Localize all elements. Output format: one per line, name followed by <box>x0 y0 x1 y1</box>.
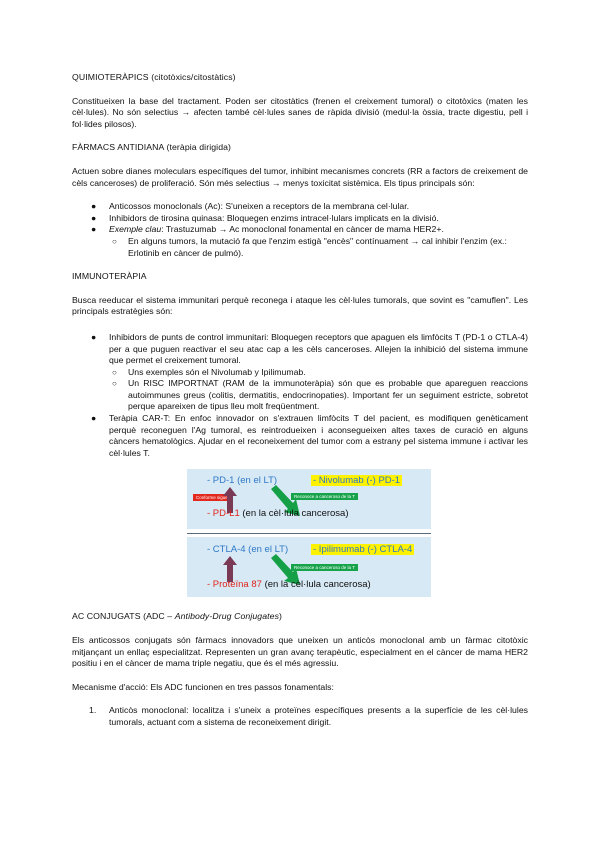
circle-bullet-icon: ○ <box>112 367 117 377</box>
section-heading-immunotherapy: IMMUNOTERÀPIA <box>72 271 147 282</box>
green-tag: Reconoce a canceroso de la T <box>291 564 358 571</box>
section-heading-chemotherapy: QUIMIOTERÀPICS (citotòxics/citostàtics) <box>72 72 236 82</box>
section-heading-targeted: FÀRMACS ANTIDIANA (teràpia dirigida) <box>72 142 232 153</box>
red-tag: Conforme sigue <box>193 494 231 501</box>
figure-panel-ctla4 <box>187 537 431 597</box>
ipilimumab-label: - Ipilimumab (-) CTLA-4 <box>313 544 413 556</box>
list-item: ● Inhibidors de punts de control immunitari: Bloquegen receptors que apaguen els limfòcits T (PD-1 o CTLA-4) per a que puguen reactivar el seu atac cap a les cèls canceroses. Allejen la inhibició del sistema immune que permet el creixement tumoral. <box>91 331 528 366</box>
list-item: ● Inhibidors de tirosina quinasa: Bloquegen enzims intracel·lulars implicats en la divisió. <box>91 212 439 223</box>
paragraph-chemotherapy: Constitueixen la base del tractament. Poden ser citostàtics (frenen el creixement tumoral) o citotòxics (maten les cèl·lules). No són selectius → afecten també cèl·lules sanes de ràpida divisió (medul·la òssia, tracte digestiu, pell i fol·lides pilosos). <box>72 95 528 129</box>
nivolumab-label: - Nivolumab (-) PD-1 <box>313 475 401 487</box>
circle-bullet-icon: ○ <box>112 379 117 389</box>
list-item: ● Exemple clau: Trastuzumab → Ac monoclonal fonamental en càncer de mama HER2+. <box>91 224 444 235</box>
mechanism-steps-list <box>72 705 528 728</box>
list-item: 1. Anticòs monoclonal: localitza i s'uneix a proteïnes específiques presents a la superfície de les cèl·lules tumorals, actuant com a sistema de reconeixement dirigit. <box>89 705 528 727</box>
bullet-icon: ● <box>91 413 97 424</box>
green-tag: Reconoce a canceroso de la T <box>291 493 358 500</box>
bullet-icon: ● <box>91 212 97 223</box>
list-item: ● Teràpia CAR-T: En enfoc innovador on s'extrauen limfòcits T del pacient, es modifiquen genèticament perquè reconeguen l'Ag tumoral, es reintrodueixen i aconsegueixen altes taxes de curació en alguns càncers hematològics. Ajudar en el reconeixement del tumor com a estrany pel sistema immune i activar les cèl·lules T. <box>91 413 528 458</box>
sub-list-item: ○ En alguns tumors, la mutació fa que l'enzim estigà "encès" contínuament → cal inhibir l'enzim (ex.: Erlotinib en càncer de pulmó). <box>112 235 507 258</box>
document-page <box>72 72 528 729</box>
bullet-icon: ● <box>91 201 97 212</box>
bullet-icon: ● <box>91 224 97 235</box>
figure-panel-pd1 <box>187 469 431 529</box>
paragraph-targeted: Actuen sobre dianes moleculars específiques del tumor, inhibint mecanismes concrets (RR a factors de creixement de cèls canceroses) de proliferació. Són més selectius → menys toxicitat sistèmica. Els tipus principals són: <box>72 165 528 188</box>
targeted-list <box>72 201 528 259</box>
figure-divider <box>187 533 431 534</box>
paragraph-adc: Els anticossos conjugats són fàrmacs innovadors que uneixen un anticòs monoclonal amb un fàrmac citotòxic mitjançant un enllaç especialitzat. Representen un gran avanç terapèutic, especialment en el càncer de mama HER2 positiu i en el càncer de mama triple negatiu, que és el més agressiu. <box>72 635 528 669</box>
paragraph-immunotherapy: Busca reeducar el sistema immunitari perquè reconega i ataque les cèl·lules tumorals, que sovint es "camuflen". Les principals estratègies són: <box>72 294 528 317</box>
sub-list-item: ○ Un RISC IMPORTNAT (RAM de la immunoteràpia) són que es probable que apareguen reaccions autoimmunes greus (colitis, dermatitis, endocrinopaties). Important fer un seguiment estricte, sobretot perque apareixen de tipus lleu molt freqüentment. <box>112 378 528 412</box>
pdl1-ligand-label: - PD-L1 (en la cèl·lula cancerosa) <box>207 508 349 520</box>
pd1-receptor-label: - PD-1 (en el LT) <box>207 475 278 487</box>
section-heading-adc: AC CONJUGATS (ADC – Antibody-Drug Conjugates) <box>72 611 283 622</box>
circle-bullet-icon: ○ <box>112 236 117 246</box>
sub-list-item: ○ Uns exemples són el Nivolumab y Ipilimumab. <box>112 366 306 377</box>
bullet-icon: ● <box>91 331 97 342</box>
paragraph-mechanism: Mecanisme d'acció: Els ADC funcionen en tres passos fonamentals: <box>72 681 334 692</box>
ctla4-receptor-label: - CTLA-4 (en el LT) <box>207 544 289 556</box>
checkpoint-figure <box>187 469 431 599</box>
immunotherapy-list <box>72 332 528 460</box>
list-item: ● Anticossos monoclonals (Ac): S'uneixen a receptors de la membrana cel·lular. <box>91 201 410 212</box>
protein-b7-label: - Proteïna 87 (en la cèl·lula cancerosa) <box>207 579 371 591</box>
